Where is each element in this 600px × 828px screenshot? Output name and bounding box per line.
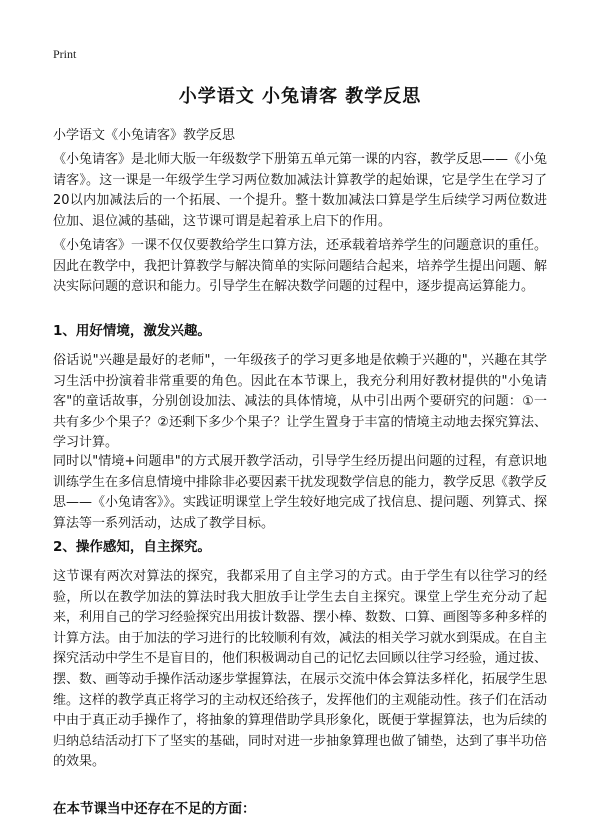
section-heading-2: 2、操作感知，自主探究。 [53,539,211,555]
document-subtitle: 小学语文《小兔请客》教学反思 [53,128,236,143]
paragraph-intro: 《小兔请客》是北师大版一年级数学下册第五单元第一课的内容，教学反思——《小兔请客》。这一课是一年级学生学习两位数加减法计算教学的起始课，它是学生在学习了20以内加减法后的一个拓展、一个提升。整十数加减法口算是学生后续学习两位数进位加、退位减的基础，这节课可谓是起着承上启下的作用。 [53,152,548,229]
paragraph-interest: 俗话说"兴趣是最好的老师"，一年级孩子的学习更多地是依赖于兴趣的"，兴趣在其学习生活中扮演着非常重要的角色。因此在本节课上，我充分利用好教材提供的"小兔请客"的童话故事，分别创设加法、减法的具体情境，从中引出两个要研究的问题：①一共有多少个果子？②还剩下多少个果子？让学生置身于丰富的情境主动地去探究算法、学习计算。 [53,353,547,451]
paragraph-exploration: 这节课有两次对算法的探究，我都采用了自主学习的方式。由于学生有以往学习的经验，所以在教学加法的算法时我大胆放手让学生去自主探究。课堂上学生充分动了起来，利用自己的学习经验探究出用拔计数器、摆小棒、数数、口算、画图等多种多样的计算方法。由于加法的学习进行的比较顺利有效，减法的相关学习就水到渠成。在自主探究活动中学生不是盲目的，他们积极调动自己的记忆去回顾以往学习经验，通过拔、摆、数、画等动手操作活动逐步掌握算法，在展示交流中体会算法多样化，拓展学生思维。这样的教学真正将学习的主动权还给孩子，发挥他们的主观能动性。孩子们在活动中由于真正动手操作了，将抽象的算理借助学具形象化，既便于掌握算法，也为后续的归纳总结活动打下了坚实的基础，同时对进一步抽象算理也做了铺垫，达到了事半功倍的效果。 [53,569,548,770]
section-heading-1: 1、用好情境，激发兴趣。 [53,323,211,339]
page-title: 小学语文 小兔请客 教学反思 [178,86,422,107]
paragraph-goals: 《小兔请客》一课不仅仅要教给学生口算方法，还承载着培养学生的问题意识的重任。因此在教学中，我把计算教学与解决简单的实际问题结合起来，培养学生提出问题、解决实际问题的意识和能力。引导学生在解决数学问题的过程中，逐步提高运算能力。 [53,238,548,295]
paragraph-questions: 同时以"情境+问题串"的方式展开教学活动，引导学生经历提出问题的过程，有意识地训练学生在多信息情境中排除非必要因素干扰发现数学信息的能力，教学反思《教学反思——《小兔请客》》。实践证明课堂上学生较好地完成了找信息、提问题、列算式、探算法等一系列活动，达成了教学目标。 [53,454,548,531]
section-heading-3: 在本节课当中还存在不足的方面： [53,801,256,817]
print-label: Print [53,47,77,61]
